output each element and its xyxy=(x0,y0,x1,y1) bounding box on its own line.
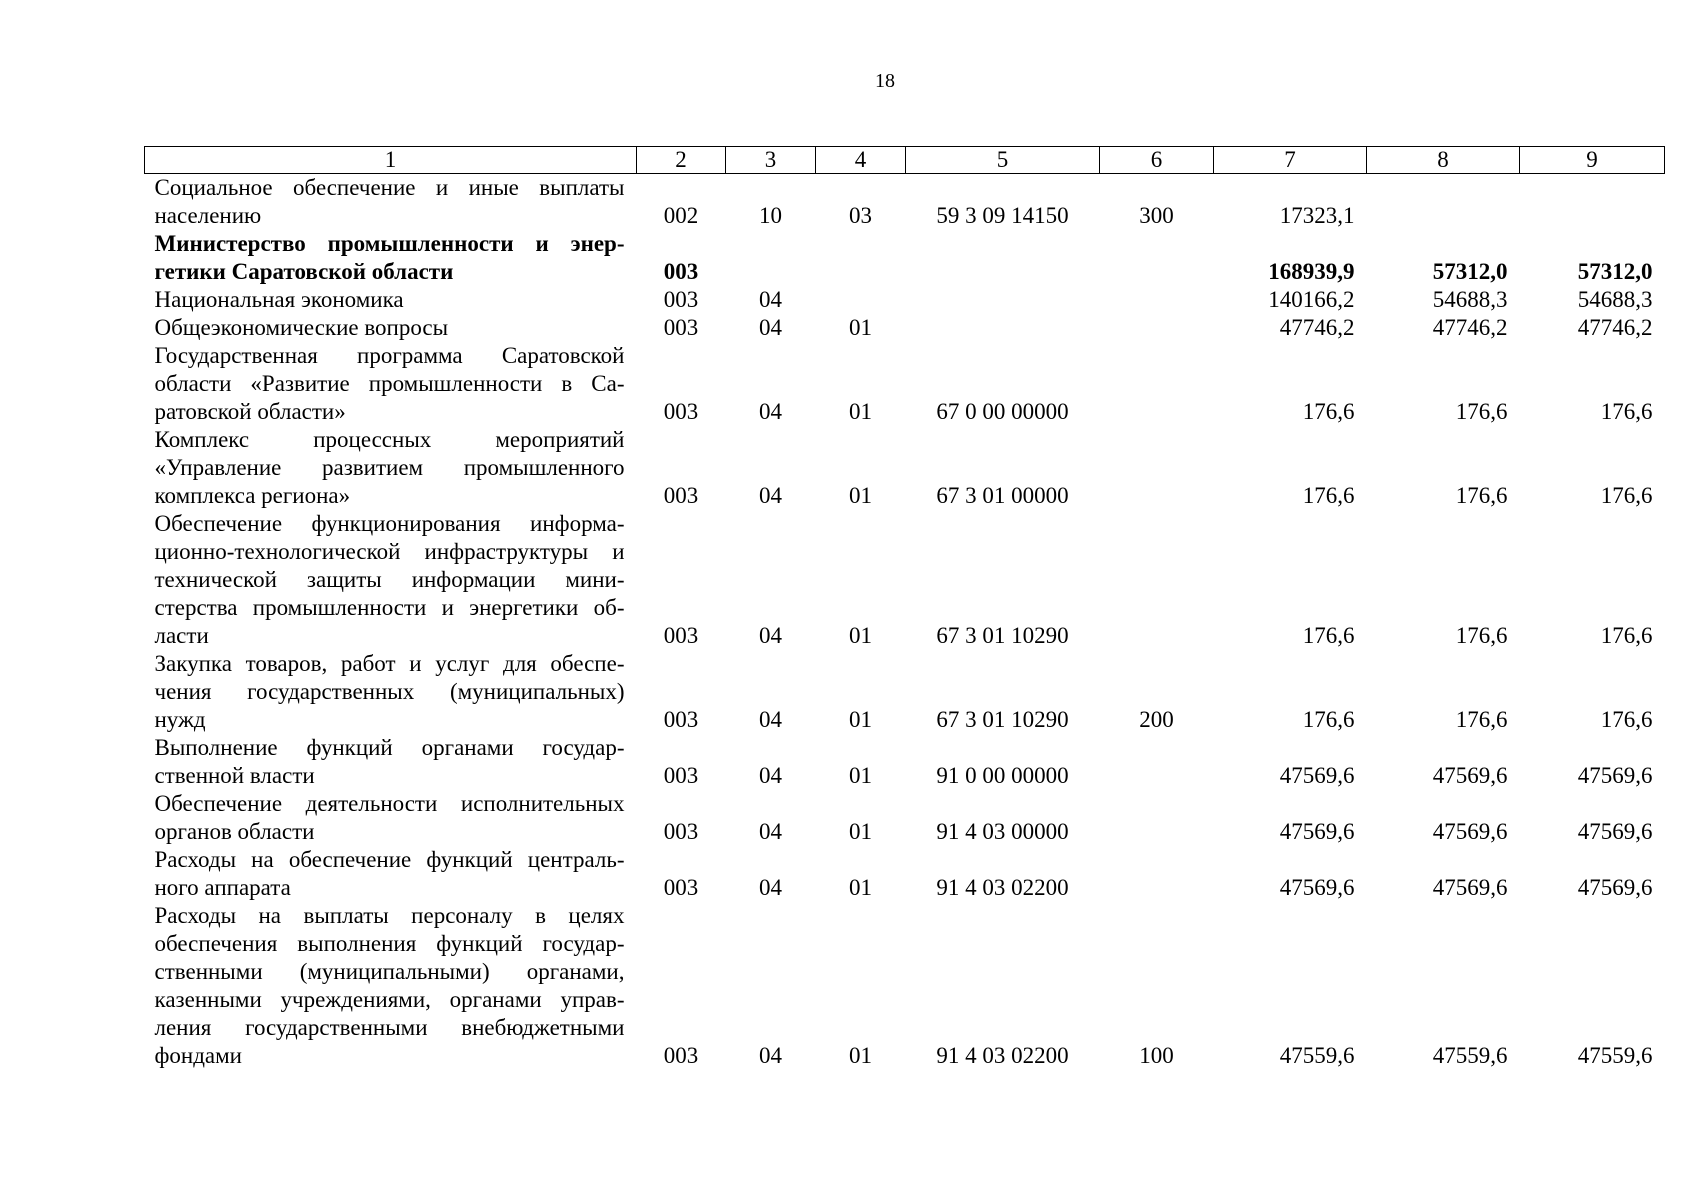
row-amount-1: 140166,2 xyxy=(1268,287,1355,312)
row-target-article xyxy=(906,230,1100,286)
row-name-line: Национальная экономика xyxy=(154,287,404,312)
row-name xyxy=(145,426,637,510)
row-name-line: технической защиты информации мини- xyxy=(154,567,625,592)
table-row xyxy=(145,174,1665,231)
row-name xyxy=(145,790,637,846)
table-row xyxy=(145,426,1665,510)
row-subsection-code: 01 xyxy=(849,763,872,788)
row-target-article: 59 3 09 14150 xyxy=(936,203,1069,228)
row-amount-3 xyxy=(1520,174,1665,231)
row-subsection-code: 03 xyxy=(849,203,872,228)
row-amount-3: 57312,0 xyxy=(1577,259,1653,284)
row-name-line: ратовской области» xyxy=(154,399,346,424)
row-admin-code: 003 xyxy=(663,707,699,732)
row-name-line: нужд xyxy=(154,707,206,732)
row-name xyxy=(145,230,637,286)
row-expense-type xyxy=(1100,790,1214,846)
row-expense-type xyxy=(1100,286,1214,314)
row-amount-1: 176,6 xyxy=(1302,399,1355,424)
row-amount-3: 47569,6 xyxy=(1577,875,1653,900)
row-target-article: 91 0 00 00000 xyxy=(936,763,1069,788)
row-name-line: фондами xyxy=(154,1043,242,1068)
row-expense-type xyxy=(1100,846,1214,902)
table-row xyxy=(145,286,1665,314)
row-amount-2: 57312,0 xyxy=(1432,259,1508,284)
row-target-article: 67 3 01 10290 xyxy=(936,707,1069,732)
row-section-code: 04 xyxy=(759,483,782,508)
row-name xyxy=(145,650,637,734)
row-name-line: ласти xyxy=(154,623,209,648)
row-subsection-code: 01 xyxy=(849,483,872,508)
row-target-article: 67 3 01 00000 xyxy=(936,483,1069,508)
row-expense-type xyxy=(1100,230,1214,286)
row-admin-code: 003 xyxy=(663,623,699,648)
table-row xyxy=(145,790,1665,846)
row-amount-2: 176,6 xyxy=(1455,623,1508,648)
row-amount-2: 176,6 xyxy=(1455,707,1508,732)
row-section-code: 04 xyxy=(759,1043,782,1068)
table-row xyxy=(145,846,1665,902)
row-expense-type xyxy=(1100,314,1214,342)
row-amount-1: 47569,6 xyxy=(1279,763,1355,788)
row-amount-3: 176,6 xyxy=(1600,483,1653,508)
row-subsection-code: 01 xyxy=(849,707,872,732)
row-expense-type: 100 xyxy=(1139,1043,1174,1068)
row-expense-type: 200 xyxy=(1139,707,1174,732)
row-section-code: 04 xyxy=(759,287,782,312)
row-subsection-code xyxy=(816,230,906,286)
row-name xyxy=(145,734,637,790)
row-amount-1: 176,6 xyxy=(1302,483,1355,508)
header-row xyxy=(145,147,1665,174)
row-name-line: казенными учреждениями, органами управ- xyxy=(154,987,625,1012)
row-name-line: стерства промышленности и энергетики об- xyxy=(154,595,625,620)
row-section-code xyxy=(726,230,816,286)
row-amount-2: 47569,6 xyxy=(1432,875,1508,900)
header-col-2: 2 xyxy=(637,147,726,174)
row-name-line: чения государственных (муниципальных) xyxy=(154,679,625,704)
row-name xyxy=(145,846,637,902)
row-amount-3: 176,6 xyxy=(1600,623,1653,648)
table-header xyxy=(145,147,1665,174)
table-row xyxy=(145,342,1665,426)
table-row xyxy=(145,230,1665,286)
row-amount-3: 47559,6 xyxy=(1577,1043,1653,1068)
row-subsection-code: 01 xyxy=(849,623,872,648)
row-name-line: «Управление развитием промышленного xyxy=(154,455,625,480)
row-amount-1: 47569,6 xyxy=(1279,819,1355,844)
row-admin-code: 002 xyxy=(663,203,699,228)
row-name-line: Обеспечение деятельности исполнительных xyxy=(154,791,625,816)
row-subsection-code: 01 xyxy=(849,1043,872,1068)
row-name xyxy=(145,902,637,1070)
row-amount-2: 176,6 xyxy=(1455,399,1508,424)
row-amount-3: 54688,3 xyxy=(1577,287,1653,312)
row-section-code: 04 xyxy=(759,875,782,900)
row-name-line: ления государственными внебюджетными xyxy=(154,1015,625,1040)
header-col-7: 7 xyxy=(1214,147,1367,174)
row-section-code: 04 xyxy=(759,623,782,648)
row-amount-3: 176,6 xyxy=(1600,399,1653,424)
row-section-code: 04 xyxy=(759,399,782,424)
row-admin-code: 003 xyxy=(663,315,699,340)
page-number: 18 xyxy=(875,70,895,92)
row-expense-type xyxy=(1100,342,1214,426)
row-subsection-code: 01 xyxy=(849,819,872,844)
row-target-article: 67 0 00 00000 xyxy=(936,399,1069,424)
row-target-article: 91 4 03 02200 xyxy=(936,875,1069,900)
row-name-line: Государственная программа Саратовской xyxy=(154,343,625,368)
row-admin-code: 003 xyxy=(663,1043,699,1068)
row-section-code: 10 xyxy=(759,203,782,228)
row-name xyxy=(145,286,637,314)
row-target-article: 91 4 03 02200 xyxy=(936,1043,1069,1068)
row-name-line: ственной власти xyxy=(154,763,315,788)
row-amount-3: 47569,6 xyxy=(1577,819,1653,844)
table-row xyxy=(145,314,1665,342)
row-amount-2: 47559,6 xyxy=(1432,1043,1508,1068)
row-subsection-code: 01 xyxy=(849,875,872,900)
row-name-line: населению xyxy=(154,203,262,228)
row-amount-1: 47559,6 xyxy=(1279,1043,1355,1068)
row-admin-code: 003 xyxy=(663,259,699,284)
table-row xyxy=(145,734,1665,790)
row-target-article xyxy=(906,286,1100,314)
row-name-line: Расходы на выплаты персоналу в целях xyxy=(154,903,625,928)
row-name-line: Социальное обеспечение и иные выплаты xyxy=(154,175,625,200)
header-col-6: 6 xyxy=(1100,147,1214,174)
row-amount-1: 47746,2 xyxy=(1279,315,1355,340)
budget-table xyxy=(144,146,1665,1070)
row-amount-2 xyxy=(1367,174,1520,231)
row-name-line: ционно-технологической инфраструктуры и xyxy=(154,539,625,564)
row-admin-code: 003 xyxy=(663,399,699,424)
row-name-line: Общеэкономические вопросы xyxy=(154,315,449,340)
row-name-line: комплекса региона» xyxy=(154,483,351,508)
table-row xyxy=(145,510,1665,650)
row-name xyxy=(145,510,637,650)
row-amount-3: 47569,6 xyxy=(1577,763,1653,788)
row-section-code: 04 xyxy=(759,707,782,732)
row-admin-code: 003 xyxy=(663,819,699,844)
row-amount-3: 176,6 xyxy=(1600,707,1653,732)
row-admin-code: 003 xyxy=(663,763,699,788)
row-amount-1: 168939,9 xyxy=(1268,259,1355,284)
row-subsection-code: 01 xyxy=(849,399,872,424)
row-name xyxy=(145,174,637,231)
row-expense-type xyxy=(1100,510,1214,650)
header-col-1: 1 xyxy=(145,147,637,174)
table-body xyxy=(145,174,1665,1071)
row-admin-code: 003 xyxy=(663,483,699,508)
row-amount-1: 176,6 xyxy=(1302,707,1355,732)
row-admin-code: 003 xyxy=(663,287,699,312)
header-col-4: 4 xyxy=(816,147,906,174)
row-target-article: 67 3 01 10290 xyxy=(936,623,1069,648)
row-name-line: Комплекс процессных мероприятий xyxy=(154,427,625,452)
row-name-line: Закупка товаров, работ и услуг для обеспе- xyxy=(154,651,625,676)
row-amount-1: 176,6 xyxy=(1302,623,1355,648)
row-amount-1: 47569,6 xyxy=(1279,875,1355,900)
row-subsection-code: 01 xyxy=(849,315,872,340)
row-name-line: обеспечения выполнения функций государ- xyxy=(154,931,625,956)
row-name-line: ного аппарата xyxy=(154,875,291,900)
row-expense-type xyxy=(1100,734,1214,790)
row-expense-type: 300 xyxy=(1139,203,1174,228)
row-section-code: 04 xyxy=(759,819,782,844)
header-col-8: 8 xyxy=(1367,147,1520,174)
row-name-line: гетики Саратовской области xyxy=(154,259,454,284)
row-name-line: области «Развитие промышленности в Са- xyxy=(154,371,625,396)
row-subsection-code xyxy=(816,286,906,314)
row-name xyxy=(145,314,637,342)
row-amount-3: 47746,2 xyxy=(1577,315,1653,340)
row-target-article: 91 4 03 00000 xyxy=(936,819,1069,844)
row-name-line: Министерство промышленности и энер- xyxy=(154,231,625,256)
row-name xyxy=(145,342,637,426)
row-name-line: ственными (муниципальными) органами, xyxy=(154,959,625,984)
row-amount-2: 176,6 xyxy=(1455,483,1508,508)
row-expense-type xyxy=(1100,426,1214,510)
row-name-line: Выполнение функций органами государ- xyxy=(154,735,625,760)
row-section-code: 04 xyxy=(759,315,782,340)
row-name-line: Расходы на обеспечение функций централь- xyxy=(154,847,625,872)
row-amount-2: 47569,6 xyxy=(1432,819,1508,844)
header-col-3: 3 xyxy=(726,147,816,174)
table-row xyxy=(145,902,1665,1070)
row-amount-1: 17323,1 xyxy=(1279,203,1355,228)
header-col-5: 5 xyxy=(906,147,1100,174)
row-amount-2: 54688,3 xyxy=(1432,287,1508,312)
row-amount-2: 47569,6 xyxy=(1432,763,1508,788)
row-name-line: органов области xyxy=(154,819,315,844)
row-section-code: 04 xyxy=(759,763,782,788)
row-amount-2: 47746,2 xyxy=(1432,315,1508,340)
header-col-9: 9 xyxy=(1520,147,1665,174)
row-target-article xyxy=(906,314,1100,342)
table-row xyxy=(145,650,1665,734)
row-name-line: Обеспечение функционирования информа- xyxy=(154,511,625,536)
row-admin-code: 003 xyxy=(663,875,699,900)
